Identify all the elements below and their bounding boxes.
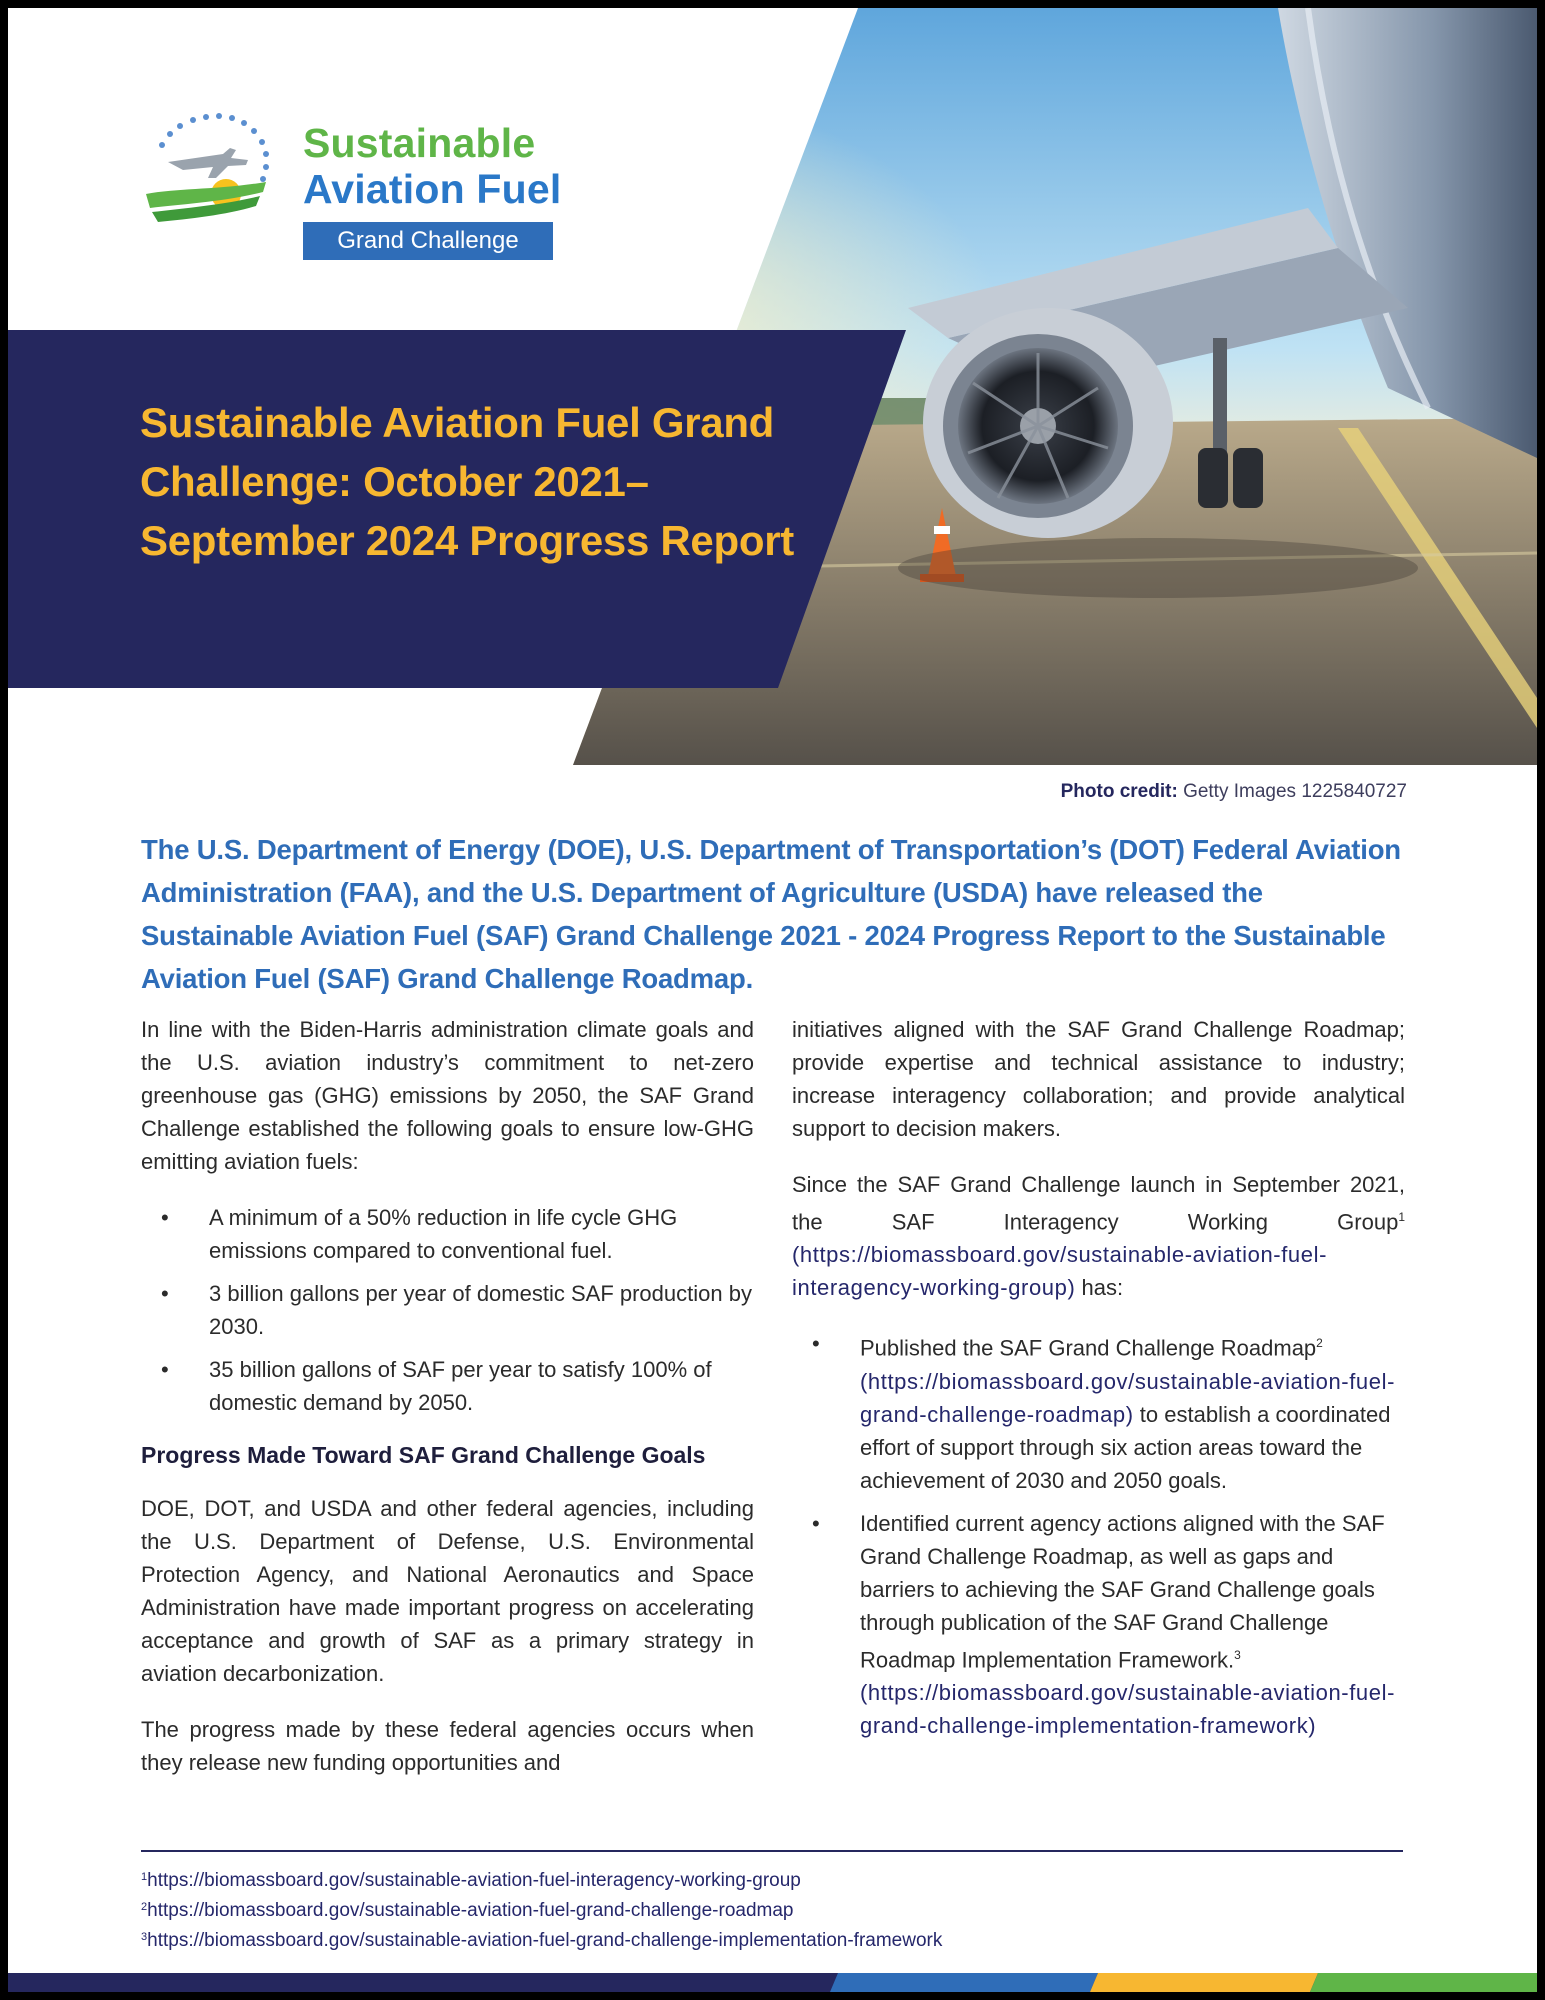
- progress-paragraph: DOE, DOT, and USDA and other federal agencies, including the U.S. Department of Defense, U.S. Environmental Protection Agency, and National Aeronautics and Space Administration have made important progress on accelerating acceptance and growth of SAF as a primary strategy in aviation decarbonization.: [141, 1496, 754, 1686]
- list-item: • 35 billion gallons of SAF per year to satisfy 100% of domestic demand by 2050.: [141, 1353, 754, 1419]
- footnote-1[interactable]: [141, 1864, 942, 1894]
- footnote-2[interactable]: [141, 1894, 942, 1924]
- interagency-link[interactable]: (https://biomassboard.gov/sustainable-aviation-fuel-interagency-working-group): [792, 1242, 1328, 1301]
- section-heading: Progress Made Toward SAF Grand Challenge Goals: [141, 1442, 706, 1468]
- footnotes: [141, 1864, 942, 1954]
- footnote-ref-1: 1: [1398, 1210, 1405, 1224]
- lead-paragraph: The U.S. Department of Energy (DOE), U.S. Department of Transportation’s (DOT) Federal Aviation Administration (FAA), and the U.S. Department of Agriculture (USDA) have released the Sustainable Aviation Fuel (SAF) Grand Challenge 2021 - 2024 Progress Report to the Sustainable Aviation Fuel (SAF) Grand Challenge Roadmap.: [141, 834, 1401, 994]
- footnote-divider: [141, 1850, 1403, 1852]
- progress-paragraph-2: The progress made by these federal agencies occurs when they release new funding opportunities and: [141, 1717, 754, 1775]
- saf-grand-challenge-logo: [138, 108, 618, 268]
- roadmap-link[interactable]: (https://biomassboard.gov/sustainable-aviation-fuel-grand-challenge-roadmap): [860, 1368, 1396, 1427]
- bullet-text-end: to establish a coordinated effort of support through six action areas toward the achievement of 2030 and 2050 goals.: [860, 1401, 1391, 1493]
- logo-line-2: Aviation Fuel: [303, 166, 562, 212]
- footnote-3[interactable]: [141, 1924, 942, 1954]
- list-item: [792, 1327, 1405, 1496]
- footnote-number: 2: [141, 1901, 148, 1913]
- footnote-link[interactable]: https://biomassboard.gov/sustainable-aviation-fuel-grand-challenge-implementation-framework: [147, 1930, 943, 1951]
- continued-paragraph: initiatives aligned with the SAF Grand Challenge Roadmap; provide expertise and technical assistance to industry; increase interagency collaboration; and provide analytical support to decision makers.: [792, 1017, 1405, 1141]
- footnote-number: 3: [141, 1931, 148, 1943]
- footnote-ref-2: 2: [1316, 1336, 1323, 1351]
- goals-list: [141, 1201, 754, 1419]
- document-page: [8, 8, 1537, 1992]
- left-column: [141, 1013, 754, 1802]
- interagency-text: Since the SAF Grand Challenge launch in September 2021, the SAF Interagency Working Group: [792, 1172, 1405, 1235]
- interagency-text-end: has:: [1075, 1275, 1124, 1301]
- report-title: Sustainable Aviation Fuel Grand Challenge: October 2021–September 2024 Progress Report: [140, 399, 794, 564]
- photo-credit: [1061, 781, 1407, 803]
- footnote-link[interactable]: https://biomassboard.gov/sustainable-aviation-fuel-interagency-working-group: [147, 1870, 801, 1891]
- list-item: • 3 billion gallons per year of domestic SAF production by 2030.: [141, 1277, 754, 1343]
- photo-credit-label: Photo credit:: [1060, 781, 1178, 802]
- photo-credit-text: Getty Images 1225840727: [1183, 781, 1407, 802]
- interagency-paragraph: [792, 1168, 1405, 1304]
- bullet-text: Published the SAF Grand Challenge Roadmap: [860, 1335, 1317, 1361]
- logo-line-1: Sustainable: [303, 120, 536, 166]
- bullet-text: Identified current agency actions aligned with the SAF Grand Challenge Roadmap, as well as gaps and barriers to achieving the SAF Grand Challenge goals through publication of the SAF Grand Challenge Roadmap Implementation Framework.: [860, 1510, 1385, 1672]
- framework-link[interactable]: (https://biomassboard.gov/sustainable-aviation-fuel-grand-challenge-implementation-framework): [860, 1679, 1396, 1738]
- footnote-link[interactable]: https://biomassboard.gov/sustainable-aviation-fuel-grand-challenge-roadmap: [147, 1900, 794, 1921]
- list-item: • A minimum of a 50% reduction in life cycle GHG emissions compared to conventional fuel.: [141, 1201, 754, 1267]
- footnote-number: 1: [141, 1871, 148, 1883]
- list-item: [792, 1507, 1405, 1742]
- bottom-color-bar: [8, 1973, 1537, 1992]
- footnote-ref-3: 3: [1234, 1647, 1241, 1662]
- accomplishments-list: [792, 1327, 1405, 1742]
- intro-paragraph: In line with the Biden-Harris administration climate goals and the U.S. aviation industry’s commitment to net-zero greenhouse gas (GHG) emissions by 2050, the SAF Grand Challenge established the following goals to ensure low-GHG emitting aviation fuels:: [141, 1017, 754, 1174]
- airplane-sun-field-icon: [138, 112, 288, 222]
- logo-badge: Grand Challenge: [303, 222, 553, 260]
- right-column: [792, 1013, 1405, 1762]
